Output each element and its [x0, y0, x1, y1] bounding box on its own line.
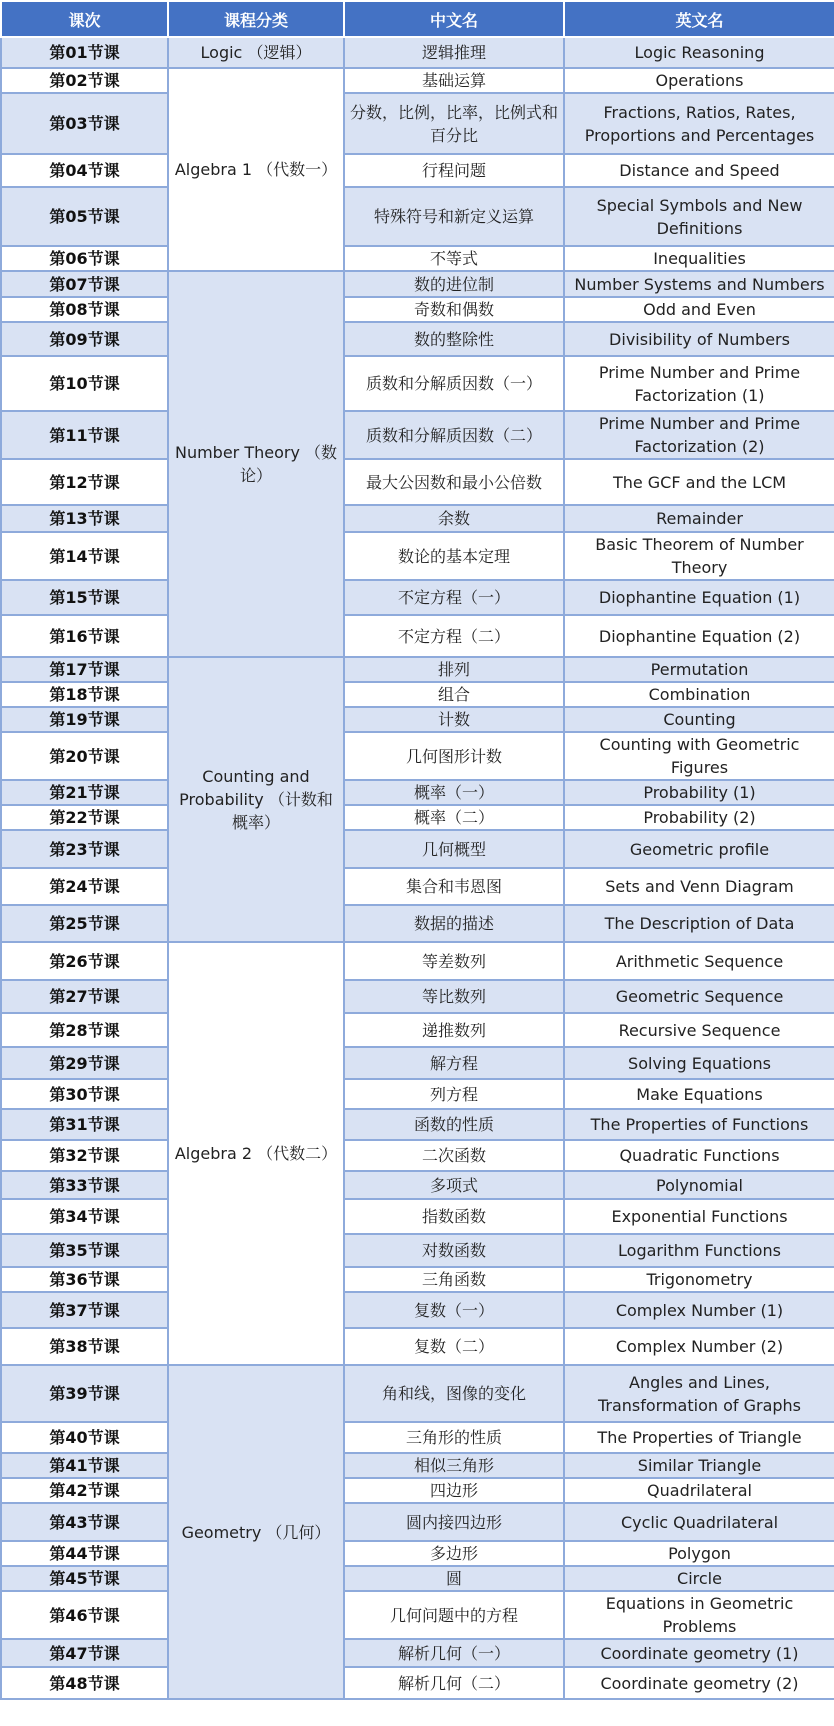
- table-row: [1, 580, 834, 615]
- table-row: [1, 805, 834, 830]
- course-category: Geometry （几何）: [168, 1365, 344, 1699]
- chinese-name: 特殊符号和新定义运算: [344, 187, 564, 246]
- lesson-number: 第34节课: [1, 1199, 168, 1234]
- table-row: [1, 1639, 834, 1667]
- chinese-name: 不定方程（二）: [344, 615, 564, 657]
- table-header: [1, 1, 834, 37]
- english-name: Logic Reasoning: [564, 37, 834, 68]
- chinese-name: 解析几何（一）: [344, 1639, 564, 1667]
- lesson-number: 第40节课: [1, 1422, 168, 1453]
- english-name: Circle: [564, 1566, 834, 1591]
- table-row: [1, 37, 834, 68]
- english-name: Complex Number (2): [564, 1328, 834, 1365]
- english-name: Counting: [564, 707, 834, 732]
- english-name: Cyclic Quadrilateral: [564, 1503, 834, 1541]
- table-row: [1, 1079, 834, 1109]
- table-row: [1, 1422, 834, 1453]
- table-row: [1, 411, 834, 459]
- lesson-number: 第44节课: [1, 1541, 168, 1566]
- lesson-number: 第38节课: [1, 1328, 168, 1365]
- lesson-number: 第07节课: [1, 271, 168, 297]
- table-row: [1, 868, 834, 905]
- chinese-name: 行程问题: [344, 154, 564, 187]
- english-name: Probability (2): [564, 805, 834, 830]
- chinese-name: 解析几何（二）: [344, 1667, 564, 1699]
- chinese-name: 质数和分解质因数（一）: [344, 356, 564, 411]
- lesson-number: 第03节课: [1, 93, 168, 154]
- lesson-number: 第18节课: [1, 682, 168, 707]
- lesson-number: 第46节课: [1, 1591, 168, 1639]
- english-name: Combination: [564, 682, 834, 707]
- chinese-name: 复数（二）: [344, 1328, 564, 1365]
- chinese-name: 对数函数: [344, 1234, 564, 1267]
- table-row: [1, 1234, 834, 1267]
- english-name: Equations in Geometric Problems: [564, 1591, 834, 1639]
- table-row: [1, 1365, 834, 1422]
- chinese-name: 基础运算: [344, 68, 564, 93]
- chinese-name: 余数: [344, 505, 564, 532]
- table-row: [1, 905, 834, 942]
- english-name: Trigonometry: [564, 1267, 834, 1292]
- table-row: [1, 1478, 834, 1503]
- english-name: Coordinate geometry (1): [564, 1639, 834, 1667]
- lesson-number: 第23节课: [1, 830, 168, 868]
- chinese-name: 角和线，图像的变化: [344, 1365, 564, 1422]
- chinese-name: 复数（一）: [344, 1292, 564, 1328]
- table-row: [1, 732, 834, 780]
- lesson-number: 第04节课: [1, 154, 168, 187]
- course-category: Counting and Probability （计数和概率）: [168, 657, 344, 942]
- english-name: Special Symbols and New Definitions: [564, 187, 834, 246]
- chinese-name: 圆: [344, 1566, 564, 1591]
- lesson-number: 第10节课: [1, 356, 168, 411]
- english-name: Logarithm Functions: [564, 1234, 834, 1267]
- lesson-number: 第45节课: [1, 1566, 168, 1591]
- chinese-name: 逻辑推理: [344, 37, 564, 68]
- chinese-name: 质数和分解质因数（二）: [344, 411, 564, 459]
- lesson-number: 第02节课: [1, 68, 168, 93]
- chinese-name: 几何图形计数: [344, 732, 564, 780]
- english-name: Divisibility of Numbers: [564, 322, 834, 356]
- table-row: [1, 1667, 834, 1699]
- lesson-number: 第15节课: [1, 580, 168, 615]
- table-row: [1, 615, 834, 657]
- chinese-name: 组合: [344, 682, 564, 707]
- english-name: Angles and Lines, Transformation of Graphs: [564, 1365, 834, 1422]
- english-name: Coordinate geometry (2): [564, 1667, 834, 1699]
- english-name: Polygon: [564, 1541, 834, 1566]
- lesson-number: 第42节课: [1, 1478, 168, 1503]
- table-row: [1, 682, 834, 707]
- lesson-number: 第13节课: [1, 505, 168, 532]
- lesson-number: 第33节课: [1, 1171, 168, 1199]
- course-category: Number Theory （数论）: [168, 271, 344, 657]
- table-row: [1, 1453, 834, 1478]
- table-row: [1, 1109, 834, 1140]
- chinese-name: 奇数和偶数: [344, 297, 564, 322]
- table-row: [1, 356, 834, 411]
- chinese-name: 等比数列: [344, 980, 564, 1013]
- lesson-number: 第12节课: [1, 459, 168, 505]
- table-row: [1, 154, 834, 187]
- lesson-number: 第11节课: [1, 411, 168, 459]
- english-name: Sets and Venn Diagram: [564, 868, 834, 905]
- chinese-name: 分数，比例，比率，比例式和百分比: [344, 93, 564, 154]
- chinese-name: 集合和韦恩图: [344, 868, 564, 905]
- lesson-number: 第25节课: [1, 905, 168, 942]
- chinese-name: 不等式: [344, 246, 564, 271]
- header-chinese-name: 中文名: [344, 1, 564, 37]
- lesson-number: 第29节课: [1, 1047, 168, 1079]
- chinese-name: 四边形: [344, 1478, 564, 1503]
- table-row: [1, 1503, 834, 1541]
- chinese-name: 最大公因数和最小公倍数: [344, 459, 564, 505]
- table-row: [1, 830, 834, 868]
- chinese-name: 等差数列: [344, 942, 564, 980]
- lesson-number: 第01节课: [1, 37, 168, 68]
- lesson-number: 第37节课: [1, 1292, 168, 1328]
- chinese-name: 多边形: [344, 1541, 564, 1566]
- english-name: Prime Number and Prime Factorization (2): [564, 411, 834, 459]
- table-row: [1, 1541, 834, 1566]
- lesson-number: 第05节课: [1, 187, 168, 246]
- table-row: [1, 942, 834, 980]
- lesson-number: 第27节课: [1, 980, 168, 1013]
- english-name: The GCF and the LCM: [564, 459, 834, 505]
- lesson-number: 第30节课: [1, 1079, 168, 1109]
- english-name: Geometric profile: [564, 830, 834, 868]
- table-row: [1, 1566, 834, 1591]
- lesson-number: 第21节课: [1, 780, 168, 805]
- table-row: [1, 1013, 834, 1047]
- table-row: [1, 297, 834, 322]
- lesson-number: 第31节课: [1, 1109, 168, 1140]
- lesson-number: 第26节课: [1, 942, 168, 980]
- lesson-number: 第24节课: [1, 868, 168, 905]
- table-row: [1, 322, 834, 356]
- english-name: Exponential Functions: [564, 1199, 834, 1234]
- chinese-name: 数据的描述: [344, 905, 564, 942]
- chinese-name: 排列: [344, 657, 564, 682]
- english-name: Prime Number and Prime Factorization (1): [564, 356, 834, 411]
- english-name: Odd and Even: [564, 297, 834, 322]
- english-name: Inequalities: [564, 246, 834, 271]
- lesson-number: 第35节课: [1, 1234, 168, 1267]
- english-name: Remainder: [564, 505, 834, 532]
- lesson-number: 第08节课: [1, 297, 168, 322]
- lesson-number: 第22节课: [1, 805, 168, 830]
- chinese-name: 概率（二）: [344, 805, 564, 830]
- lesson-number: 第14节课: [1, 532, 168, 580]
- english-name: Quadrilateral: [564, 1478, 834, 1503]
- table-row: [1, 1591, 834, 1639]
- english-name: Permutation: [564, 657, 834, 682]
- table-row: [1, 1199, 834, 1234]
- lesson-number: 第28节课: [1, 1013, 168, 1047]
- english-name: Arithmetic Sequence: [564, 942, 834, 980]
- english-name: Solving Equations: [564, 1047, 834, 1079]
- lesson-number: 第47节课: [1, 1639, 168, 1667]
- lesson-number: 第32节课: [1, 1140, 168, 1171]
- english-name: The Properties of Functions: [564, 1109, 834, 1140]
- table-row: [1, 271, 834, 297]
- table-row: [1, 1171, 834, 1199]
- header-lesson: 课次: [1, 1, 168, 37]
- english-name: Number Systems and Numbers: [564, 271, 834, 297]
- chinese-name: 数的进位制: [344, 271, 564, 297]
- table-row: [1, 1140, 834, 1171]
- table-row: [1, 657, 834, 682]
- lesson-number: 第19节课: [1, 707, 168, 732]
- table-body: [1, 37, 834, 1699]
- chinese-name: 指数函数: [344, 1199, 564, 1234]
- chinese-name: 二次函数: [344, 1140, 564, 1171]
- chinese-name: 三角形的性质: [344, 1422, 564, 1453]
- table-row: [1, 1328, 834, 1365]
- chinese-name: 函数的性质: [344, 1109, 564, 1140]
- chinese-name: 列方程: [344, 1079, 564, 1109]
- table-row: [1, 1047, 834, 1079]
- course-category: Logic （逻辑）: [168, 37, 344, 68]
- lesson-number: 第48节课: [1, 1667, 168, 1699]
- chinese-name: 递推数列: [344, 1013, 564, 1047]
- english-name: The Properties of Triangle: [564, 1422, 834, 1453]
- table-row: [1, 1267, 834, 1292]
- lesson-number: 第36节课: [1, 1267, 168, 1292]
- chinese-name: 多项式: [344, 1171, 564, 1199]
- english-name: Counting with Geometric Figures: [564, 732, 834, 780]
- header-english-name: 英文名: [564, 1, 834, 37]
- lesson-number: 第20节课: [1, 732, 168, 780]
- english-name: Basic Theorem of Number Theory: [564, 532, 834, 580]
- chinese-name: 概率（一）: [344, 780, 564, 805]
- lesson-number: 第39节课: [1, 1365, 168, 1422]
- chinese-name: 三角函数: [344, 1267, 564, 1292]
- chinese-name: 计数: [344, 707, 564, 732]
- chinese-name: 不定方程（一）: [344, 580, 564, 615]
- english-name: Geometric Sequence: [564, 980, 834, 1013]
- header-row: [1, 1, 834, 37]
- chinese-name: 数的整除性: [344, 322, 564, 356]
- table-row: [1, 707, 834, 732]
- header-category: 课程分类: [168, 1, 344, 37]
- english-name: Probability (1): [564, 780, 834, 805]
- table-row: [1, 93, 834, 154]
- course-category: Algebra 1 （代数一）: [168, 68, 344, 271]
- english-name: Quadratic Functions: [564, 1140, 834, 1171]
- table-row: [1, 780, 834, 805]
- english-name: Make Equations: [564, 1079, 834, 1109]
- table-row: [1, 246, 834, 271]
- english-name: Complex Number (1): [564, 1292, 834, 1328]
- table-row: [1, 980, 834, 1013]
- table-row: [1, 532, 834, 580]
- english-name: The Description of Data: [564, 905, 834, 942]
- table-row: [1, 459, 834, 505]
- table-row: [1, 187, 834, 246]
- table-row: [1, 1292, 834, 1328]
- lesson-number: 第06节课: [1, 246, 168, 271]
- english-name: Distance and Speed: [564, 154, 834, 187]
- lesson-number: 第09节课: [1, 322, 168, 356]
- english-name: Similar Triangle: [564, 1453, 834, 1478]
- lesson-number: 第17节课: [1, 657, 168, 682]
- english-name: Diophantine Equation (2): [564, 615, 834, 657]
- chinese-name: 相似三角形: [344, 1453, 564, 1478]
- english-name: Polynomial: [564, 1171, 834, 1199]
- chinese-name: 数论的基本定理: [344, 532, 564, 580]
- table-row: [1, 505, 834, 532]
- table-row: [1, 68, 834, 93]
- chinese-name: 解方程: [344, 1047, 564, 1079]
- english-name: Fractions, Ratios, Rates, Proportions and Percentages: [564, 93, 834, 154]
- lesson-number: 第16节课: [1, 615, 168, 657]
- chinese-name: 几何问题中的方程: [344, 1591, 564, 1639]
- chinese-name: 圆内接四边形: [344, 1503, 564, 1541]
- lesson-number: 第41节课: [1, 1453, 168, 1478]
- english-name: Recursive Sequence: [564, 1013, 834, 1047]
- lesson-number: 第43节课: [1, 1503, 168, 1541]
- chinese-name: 几何概型: [344, 830, 564, 868]
- course-category: Algebra 2 （代数二）: [168, 942, 344, 1365]
- english-name: Operations: [564, 68, 834, 93]
- english-name: Diophantine Equation (1): [564, 580, 834, 615]
